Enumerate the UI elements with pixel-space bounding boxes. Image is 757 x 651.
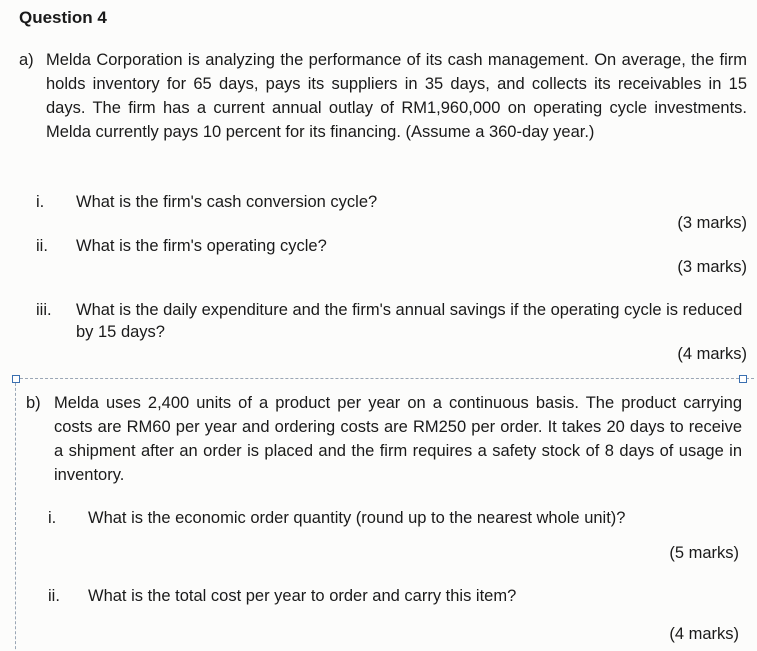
part-a-label: a) bbox=[19, 51, 34, 69]
part-a bbox=[19, 48, 747, 144]
marks-label: (5 marks) bbox=[669, 544, 739, 562]
part-b bbox=[26, 391, 742, 487]
question-number: iii. bbox=[36, 301, 52, 319]
marks-label: (4 marks) bbox=[677, 345, 747, 363]
question-text: What is the firm's operating cycle? bbox=[76, 237, 327, 255]
marks-label: (4 marks) bbox=[669, 625, 739, 643]
marks-label: (3 marks) bbox=[677, 258, 747, 276]
frame-handle-right[interactable] bbox=[739, 375, 747, 383]
question-text: What is the economic order quantity (round up to the nearest whole unit)? bbox=[88, 509, 626, 527]
question-number: i. bbox=[48, 509, 57, 527]
part-a-question-3 bbox=[36, 299, 746, 345]
part-a-paragraph bbox=[19, 48, 747, 144]
question-heading: Question 4 bbox=[19, 8, 107, 27]
part-b-label: b) bbox=[26, 394, 41, 412]
part-a-text: Melda Corporation is analyzing the performance of its cash management. On average, the firm holds inventory for 65 days, pays its suppliers in 35 days, and collects its receivables in 15 days. The firm has a current annual outlay of RM1,960,000 on operating cycle investments. Melda currently pays 10 percent for its financing. (Assume a 360-day year.) bbox=[46, 51, 747, 141]
question-number: ii. bbox=[36, 237, 48, 255]
part-b-text: Melda uses 2,400 units of a product per year on a continuous basis. The product carrying costs are RM60 per year and ordering costs are RM250 per order. It takes 20 days to receive a shipment after an order is placed and the firm requires a safety stock of 8 days of usage in inventory. bbox=[54, 394, 742, 484]
question-text: What is the daily expenditure and the firm's annual savings if the operating cycle is reduced by 15 days? bbox=[76, 301, 743, 341]
question-text: What is the firm's cash conversion cycle? bbox=[76, 193, 378, 211]
frame-handle-left[interactable] bbox=[12, 375, 20, 383]
marks-label: (3 marks) bbox=[677, 214, 747, 232]
question-number: ii. bbox=[48, 587, 60, 605]
question-number: i. bbox=[36, 193, 45, 211]
question-text: What is the total cost per year to order and carry this item? bbox=[88, 587, 517, 605]
part-b-paragraph bbox=[26, 391, 742, 487]
